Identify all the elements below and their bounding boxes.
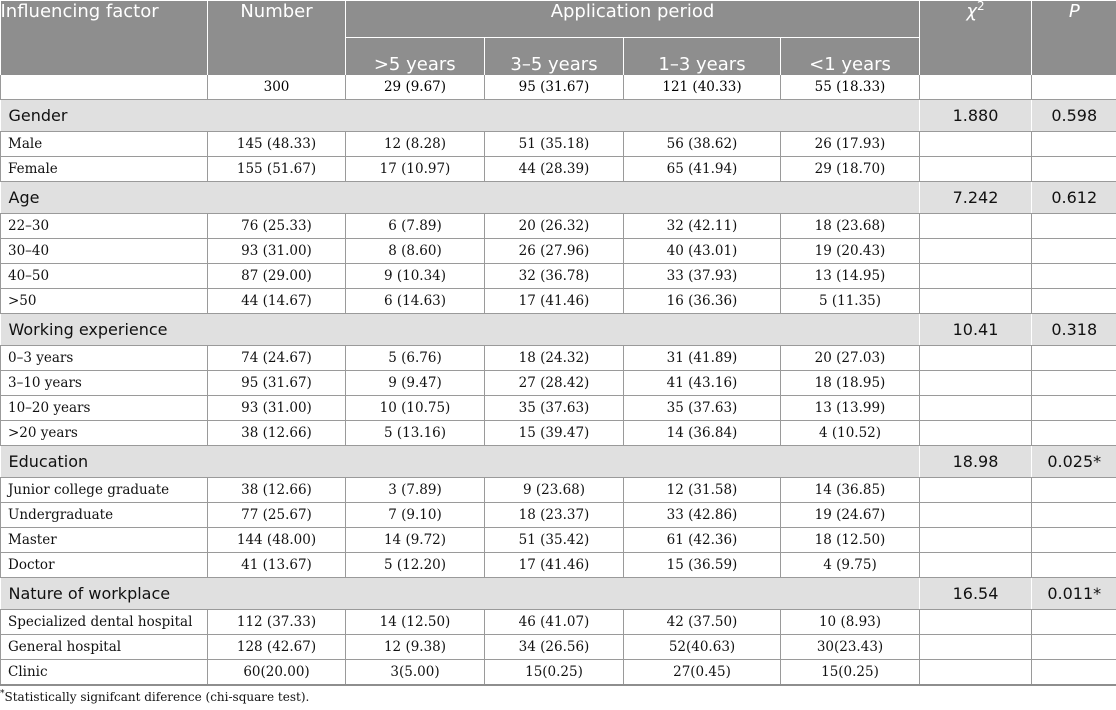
row-period-value: 14 (36.85) [781,477,920,502]
row-period-value: 18 (23.37) [485,502,624,527]
row-period-value: 17 (41.46) [485,288,624,313]
row-chi-cell [920,238,1032,263]
row-period-value: 9 (23.68) [485,477,624,502]
row-period-value: 42 (37.50) [624,609,781,634]
row-period-value: 40 (43.01) [624,238,781,263]
table-row [1,420,1116,445]
row-label: Male [1,131,208,156]
group-name: Age [1,181,920,213]
row-p-cell [1032,552,1116,577]
row-number: 77 (25.67) [208,502,346,527]
table-body [1,75,1116,685]
row-period-value: 12 (9.38) [346,634,485,659]
group-row [1,313,1116,345]
row-period-value: 41 (43.16) [624,370,781,395]
row-period-value: 5 (11.35) [781,288,920,313]
row-label: Undergraduate [1,502,208,527]
row-period-value: 5 (12.20) [346,552,485,577]
header-application-period: Application period [346,1,920,38]
row-period-value: 32 (42.11) [624,213,781,238]
total-chi-cell [920,75,1032,100]
row-period-value: 31 (41.89) [624,345,781,370]
row-p-cell [1032,370,1116,395]
row-period-value: 33 (37.93) [624,263,781,288]
row-chi-cell [920,263,1032,288]
group-name: Gender [1,99,920,131]
row-p-cell [1032,345,1116,370]
row-chi-cell [920,370,1032,395]
chi-square-value: 10.41 [920,313,1032,345]
row-label: 10–20 years [1,395,208,420]
row-period-value: 19 (20.43) [781,238,920,263]
row-p-cell [1032,238,1116,263]
row-p-cell [1032,527,1116,552]
row-period-value: 5 (6.76) [346,345,485,370]
p-value: 0.318 [1032,313,1116,345]
row-number: 74 (24.67) [208,345,346,370]
row-label: >20 years [1,420,208,445]
total-value: 55 (18.33) [781,75,920,100]
table-row [1,527,1116,552]
row-p-cell [1032,502,1116,527]
row-period-value: 18 (18.95) [781,370,920,395]
total-label-cell [1,75,208,100]
row-p-cell [1032,288,1116,313]
row-period-value: 10 (10.75) [346,395,485,420]
table-row [1,131,1116,156]
row-period-value: 46 (41.07) [485,609,624,634]
row-period-value: 15(0.25) [781,659,920,685]
group-name: Working experience [1,313,920,345]
row-chi-cell [920,609,1032,634]
footnote-mark: * [0,689,5,699]
header-period-3-5: 3–5 years [485,38,624,75]
row-period-value: 9 (10.34) [346,263,485,288]
group-row [1,99,1116,131]
group-row [1,181,1116,213]
row-number: 41 (13.67) [208,552,346,577]
row-period-value: 19 (24.67) [781,502,920,527]
row-label: 40–50 [1,263,208,288]
row-number: 44 (14.67) [208,288,346,313]
row-chi-cell [920,527,1032,552]
header-period-gt5: >5 years [346,38,485,75]
row-period-value: 27 (28.42) [485,370,624,395]
row-period-value: 18 (12.50) [781,527,920,552]
row-period-value: 61 (42.36) [624,527,781,552]
row-p-cell [1032,609,1116,634]
row-period-value: 6 (7.89) [346,213,485,238]
table-row [1,659,1116,685]
table-row [1,263,1116,288]
row-chi-cell [920,659,1032,685]
row-label: Female [1,156,208,181]
group-name: Education [1,445,920,477]
row-chi-cell [920,213,1032,238]
row-period-value: 15 (36.59) [624,552,781,577]
row-label: Doctor [1,552,208,577]
row-period-value: 56 (38.62) [624,131,781,156]
row-chi-cell [920,552,1032,577]
row-period-value: 33 (42.86) [624,502,781,527]
row-period-value: 30(23.43) [781,634,920,659]
row-number: 112 (37.33) [208,609,346,634]
row-period-value: 44 (28.39) [485,156,624,181]
header-number: Number [208,1,346,75]
row-p-cell [1032,634,1116,659]
p-value: 0.011* [1032,577,1116,609]
table-row [1,552,1116,577]
row-chi-cell [920,288,1032,313]
footnote-text: Statistically signifcant diference (chi-square test). [4,690,310,704]
total-number: 300 [208,75,346,100]
row-period-value: 9 (9.47) [346,370,485,395]
row-period-value: 18 (24.32) [485,345,624,370]
row-chi-cell [920,420,1032,445]
row-number: 155 (51.67) [208,156,346,181]
footnote [0,690,309,704]
row-label: Clinic [1,659,208,685]
row-period-value: 4 (9.75) [781,552,920,577]
row-period-value: 16 (36.36) [624,288,781,313]
row-period-value: 20 (27.03) [781,345,920,370]
table-row [1,634,1116,659]
row-number: 145 (48.33) [208,131,346,156]
p-value: 0.612 [1032,181,1116,213]
row-period-value: 51 (35.18) [485,131,624,156]
row-period-value: 26 (17.93) [781,131,920,156]
row-p-cell [1032,131,1116,156]
row-label: 0–3 years [1,345,208,370]
table-row [1,288,1116,313]
row-period-value: 15 (39.47) [485,420,624,445]
row-period-value: 29 (18.70) [781,156,920,181]
header-p-value: P [1032,1,1116,75]
row-chi-cell [920,156,1032,181]
table-row [1,345,1116,370]
table-row [1,609,1116,634]
table-row [1,213,1116,238]
row-period-value: 26 (27.96) [485,238,624,263]
row-period-value: 3 (7.89) [346,477,485,502]
row-chi-cell [920,345,1032,370]
p-value: 0.598 [1032,99,1116,131]
row-label: Junior college graduate [1,477,208,502]
row-label: Specialized dental hospital [1,609,208,634]
row-p-cell [1032,395,1116,420]
row-label: 22–30 [1,213,208,238]
row-period-value: 18 (23.68) [781,213,920,238]
row-number: 38 (12.66) [208,477,346,502]
row-chi-cell [920,477,1032,502]
chi-square-value: 16.54 [920,577,1032,609]
row-period-value: 15(0.25) [485,659,624,685]
total-value: 121 (40.33) [624,75,781,100]
row-period-value: 7 (9.10) [346,502,485,527]
row-number: 93 (31.00) [208,395,346,420]
row-period-value: 65 (41.94) [624,156,781,181]
table-row [1,238,1116,263]
row-period-value: 27(0.45) [624,659,781,685]
chi-square-value: 1.880 [920,99,1032,131]
row-period-value: 17 (41.46) [485,552,624,577]
chi-symbol: χ [966,1,978,22]
group-row [1,577,1116,609]
group-name: Nature of workplace [1,577,920,609]
chi-square-value: 7.242 [920,181,1032,213]
row-period-value: 6 (14.63) [346,288,485,313]
row-p-cell [1032,263,1116,288]
row-period-value: 17 (10.97) [346,156,485,181]
row-period-value: 14 (36.84) [624,420,781,445]
row-period-value: 12 (8.28) [346,131,485,156]
row-number: 87 (29.00) [208,263,346,288]
total-p-cell [1032,75,1116,100]
group-row [1,445,1116,477]
row-period-value: 32 (36.78) [485,263,624,288]
row-period-value: 5 (13.16) [346,420,485,445]
table-row [1,502,1116,527]
row-period-value: 14 (9.72) [346,527,485,552]
row-period-value: 20 (26.32) [485,213,624,238]
row-chi-cell [920,634,1032,659]
row-p-cell [1032,659,1116,685]
row-chi-cell [920,131,1032,156]
row-period-value: 13 (13.99) [781,395,920,420]
row-chi-cell [920,395,1032,420]
row-period-value: 8 (8.60) [346,238,485,263]
total-row [1,75,1116,100]
row-label: 3–10 years [1,370,208,395]
row-label: Master [1,527,208,552]
header-chi-square [920,1,1032,75]
row-period-value: 12 (31.58) [624,477,781,502]
header-period-1-3: 1–3 years [624,38,781,75]
row-number: 144 (48.00) [208,527,346,552]
row-number: 76 (25.33) [208,213,346,238]
table-row [1,477,1116,502]
row-period-value: 34 (26.56) [485,634,624,659]
row-period-value: 35 (37.63) [624,395,781,420]
row-period-value: 51 (35.42) [485,527,624,552]
row-label: General hospital [1,634,208,659]
row-p-cell [1032,156,1116,181]
row-period-value: 13 (14.95) [781,263,920,288]
row-number: 128 (42.67) [208,634,346,659]
total-value: 95 (31.67) [485,75,624,100]
table-row [1,370,1116,395]
row-label: 30–40 [1,238,208,263]
header-period-lt1: <1 years [781,38,920,75]
row-number: 93 (31.00) [208,238,346,263]
chi-square-value: 18.98 [920,445,1032,477]
chi-superscript: 2 [977,0,985,13]
total-value: 29 (9.67) [346,75,485,100]
row-number: 60(20.00) [208,659,346,685]
row-period-value: 4 (10.52) [781,420,920,445]
row-p-cell [1032,213,1116,238]
row-p-cell [1032,420,1116,445]
row-period-value: 52(40.63) [624,634,781,659]
row-period-value: 14 (12.50) [346,609,485,634]
p-value: 0.025* [1032,445,1116,477]
row-number: 95 (31.67) [208,370,346,395]
row-period-value: 10 (8.93) [781,609,920,634]
row-label: >50 [1,288,208,313]
table-row [1,156,1116,181]
row-period-value: 3(5.00) [346,659,485,685]
table-row [1,395,1116,420]
row-period-value: 35 (37.63) [485,395,624,420]
row-p-cell [1032,477,1116,502]
row-number: 38 (12.66) [208,420,346,445]
row-chi-cell [920,502,1032,527]
header-influencing-factor: Influencing factor [1,1,208,75]
